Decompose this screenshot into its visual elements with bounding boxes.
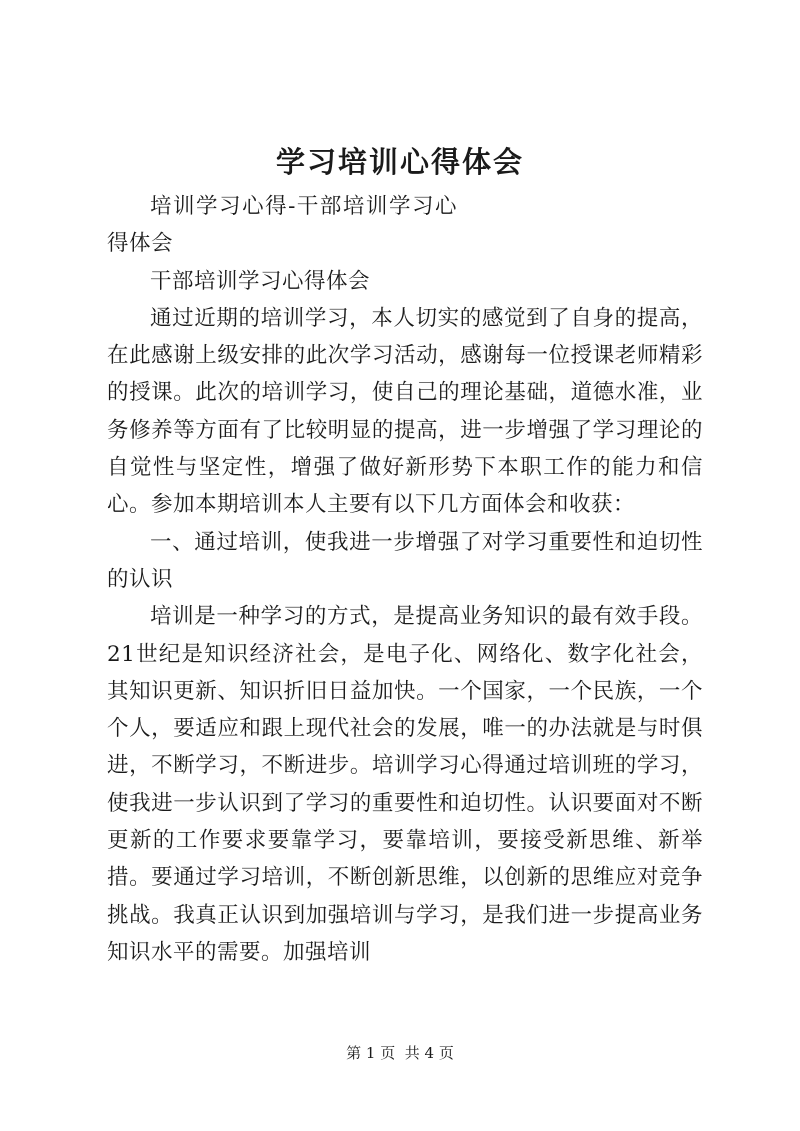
page-number: 第 1 页 共 4 页 (346, 1044, 454, 1062)
document-title: 学习培训心得体会 (275, 145, 524, 179)
page-footer (0, 1043, 800, 1063)
paragraph-body: 培训是一种学习的方式，是提高业务知识的最有效手段。21世纪是知识经济社会，是电子化、网络化、数字化社会，其知识更新、知识折旧日益加快。一个国家，一个民族，一个个人，要适应和跟上现代社会的发展，唯一的办法就是与时俱进，不断学习，不断进步。培训学习心得通过培训班的学习，使我进一步认识到了学习的重要性和迫切性。认识要面对不断更新的工作要求要靠学习，要靠培训，要接受新思维、新举措。要通过学习培训，不断创新思维，以创新的思维应对竞争挑战。我真正认识到加强培训与学习，是我们进一步提高业务知识水平的需要。加强培训 (107, 604, 703, 965)
paragraph-intro: 通过近期的培训学习，本人切实的感觉到了自身的提高，在此感谢上级安排的此次学习活动，感谢每一位授课老师精彩的授课。此次的培训学习，使自己的理论基础，道德水准，业务修养等方面有了比较明显的提高，进一步增强了学习理论的自觉性与坚定性，增强了做好新形势下本职工作的能力和信心。参加本期培训本人主要有以下几方面体会和收获： (107, 305, 703, 518)
paragraph-heading: 干部培训学习心得体会 (150, 268, 371, 294)
paragraph-subtitle: 培训学习心得-干部培训学习心得体会 (107, 194, 457, 257)
paragraph-section-heading: 一、通过培训，使我进一步增强了对学习重要性和迫切性的认识 (107, 529, 703, 592)
document-body (107, 188, 703, 971)
